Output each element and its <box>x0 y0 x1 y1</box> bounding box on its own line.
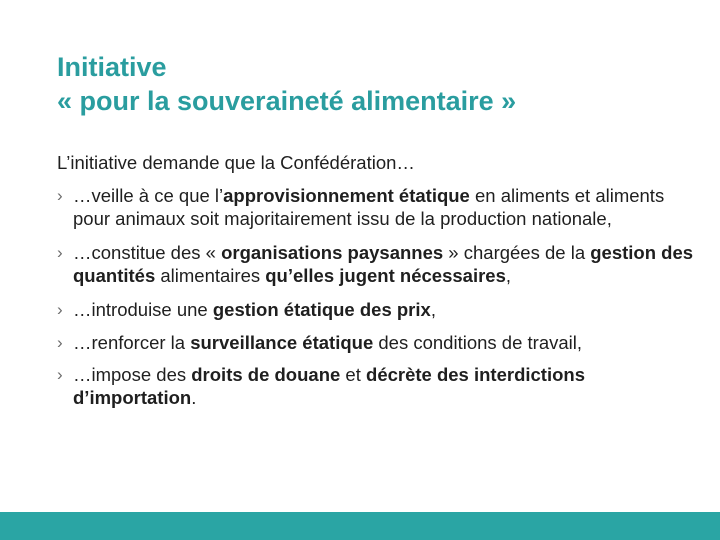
bullet-marker-icon: › <box>57 300 63 319</box>
bullet-marker-icon: › <box>57 365 63 384</box>
bullet-text: …introduise une <box>73 299 213 320</box>
bullet-bold-text: décrète des interdictions d’importation <box>73 364 585 408</box>
bullet-text: des conditions de travail, <box>373 331 583 353</box>
slide-title <box>57 50 516 118</box>
title-line-1: Initiative <box>57 52 167 82</box>
bullet-bold-text: droits de douane <box>191 364 341 385</box>
bullet-item <box>57 242 697 287</box>
footer-accent-bar <box>0 512 720 540</box>
bullet-bold-text: approvisionnement étatique <box>223 185 470 206</box>
title-line-2: « pour la souveraineté alimentaire » <box>57 86 517 116</box>
bullet-bold-text: surveillance étatique <box>190 331 374 353</box>
bullet-text: . <box>191 386 197 408</box>
bullet-item <box>57 364 697 409</box>
bullet-item <box>57 299 697 322</box>
bullet-bold-text: organisations paysannes <box>221 242 444 263</box>
bullet-bold-text: gestion des quantités <box>73 242 694 286</box>
bullet-text: alimentaires <box>155 264 266 286</box>
bullet-text: …impose des <box>73 364 192 385</box>
bullet-marker-icon: › <box>57 243 63 262</box>
intro-text: L’initiative demande que la Confédération… <box>57 152 415 173</box>
bullet-marker-icon: › <box>57 332 63 352</box>
bullet-text: …veille à ce que l’ <box>73 185 224 206</box>
bullet-text: et <box>340 364 367 385</box>
bullet-text: » chargées de la <box>443 242 591 263</box>
bullet-bold-text: qu’elles jugent nécessaires <box>265 264 506 286</box>
bullet-text: en aliments et aliments pour animaux soit majoritairement issu de la production nationale, <box>73 185 665 229</box>
bullet-text: …renforcer la <box>73 331 191 353</box>
bullet-item <box>57 185 697 230</box>
bullet-text: , <box>430 299 436 320</box>
bullet-bold-text: gestion étatique des prix <box>212 299 431 320</box>
bullet-item <box>57 332 697 355</box>
bullet-marker-icon: › <box>57 186 63 205</box>
bullet-text: …constitue des « <box>73 242 222 263</box>
bullet-list <box>57 185 697 409</box>
bullet-text: , <box>505 264 511 286</box>
